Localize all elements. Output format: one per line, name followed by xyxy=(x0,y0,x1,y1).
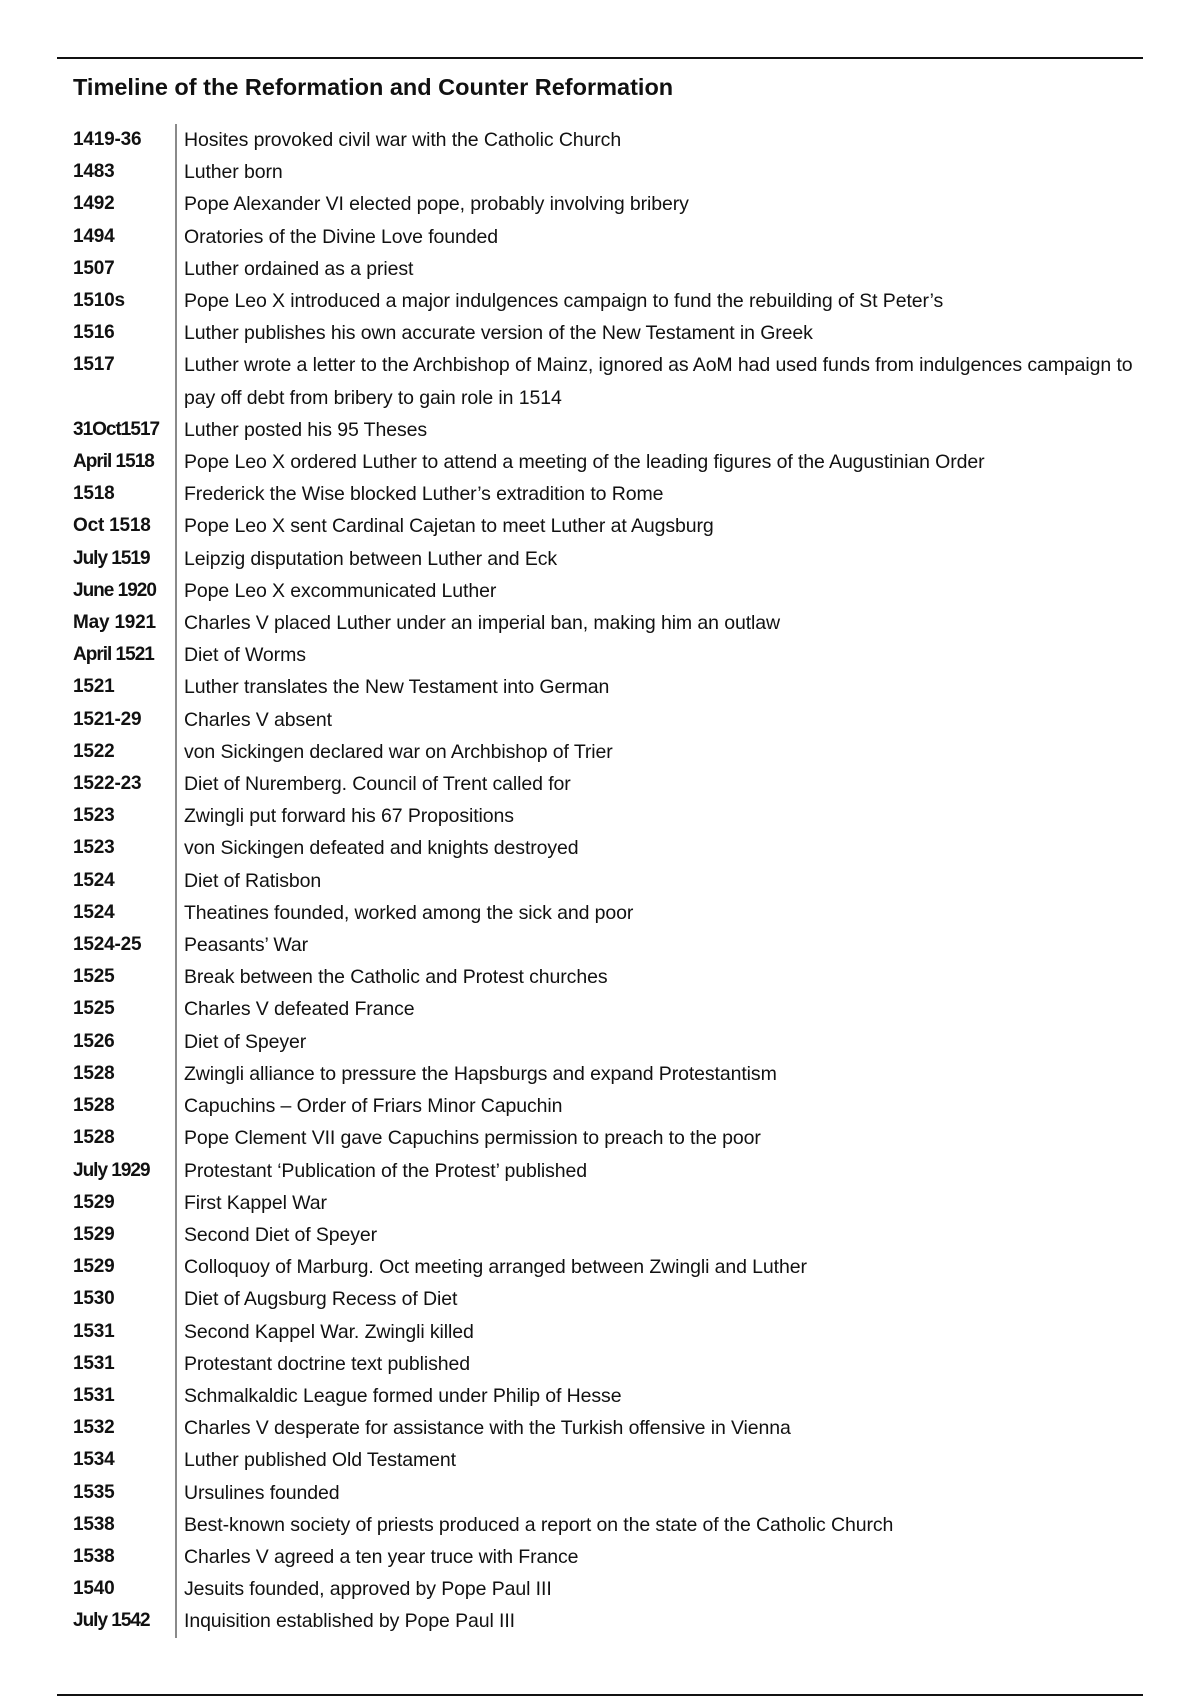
timeline-entry xyxy=(73,1348,1133,1380)
entry-event: Luther born xyxy=(175,156,1133,188)
timeline-entry xyxy=(73,317,1133,349)
entry-event: Frederick the Wise blocked Luther’s extradition to Rome xyxy=(175,478,1133,510)
entry-date: July 1519 xyxy=(73,547,150,569)
entry-date: 1529 xyxy=(73,1256,115,1278)
entry-event: Diet of Worms xyxy=(175,639,1133,671)
timeline-entry xyxy=(73,897,1133,929)
entry-event: Luther posted his 95 Theses xyxy=(175,414,1133,446)
entry-event: Best-known society of priests produced a report on the state of the Catholic Church xyxy=(175,1509,1133,1541)
timeline-entry xyxy=(73,1283,1133,1315)
entry-date: 1518 xyxy=(73,483,115,505)
entry-event: Luther wrote a letter to the Archbishop of Mainz, ignored as AoM had used funds from indulgences campaign to pay off debt from bribery to gain role in 1514 xyxy=(175,349,1133,413)
timeline-entry xyxy=(73,1316,1133,1348)
entry-event: Pope Leo X introduced a major indulgences campaign to fund the rebuilding of St Peter’s xyxy=(175,285,1133,317)
timeline-entry xyxy=(73,1251,1133,1283)
entry-date: 1521-29 xyxy=(73,708,142,730)
entry-date: Oct 1518 xyxy=(73,515,151,537)
timeline-entry xyxy=(73,671,1133,703)
timeline-entry xyxy=(73,1477,1133,1509)
timeline-entry xyxy=(73,1509,1133,1541)
entry-date: 1531 xyxy=(73,1352,115,1374)
entry-date: 1534 xyxy=(73,1449,115,1471)
timeline-entry xyxy=(73,1444,1133,1476)
entry-date: 1528 xyxy=(73,1127,115,1149)
timeline-entry xyxy=(73,704,1133,736)
entry-event: Pope Clement VII gave Capuchins permission to preach to the poor xyxy=(175,1122,1133,1154)
timeline-entry xyxy=(73,607,1133,639)
entry-event: Diet of Speyer xyxy=(175,1026,1133,1058)
entry-date: June 1920 xyxy=(73,579,156,601)
entry-date: 1525 xyxy=(73,966,115,988)
entry-date: 1494 xyxy=(73,225,115,247)
entry-date: 1531 xyxy=(73,1320,115,1342)
timeline-entry xyxy=(73,349,1133,413)
entry-event: Zwingli alliance to pressure the Hapsburgs and expand Protestantism xyxy=(175,1058,1133,1090)
top-rule xyxy=(57,57,1143,59)
entry-event: Luther translates the New Testament into German xyxy=(175,671,1133,703)
timeline-entry xyxy=(73,768,1133,800)
timeline-entry xyxy=(73,478,1133,510)
entry-event: von Sickingen defeated and knights destroyed xyxy=(175,832,1133,864)
timeline-entry xyxy=(73,736,1133,768)
entry-date: 1483 xyxy=(73,161,115,183)
entry-event: Oratories of the Divine Love founded xyxy=(175,221,1133,253)
entry-date: 1531 xyxy=(73,1384,115,1406)
timeline-entry xyxy=(73,124,1133,156)
timeline-entry xyxy=(73,414,1133,446)
entry-date: July 1542 xyxy=(73,1610,150,1632)
entry-event: Luther publishes his own accurate version of the New Testament in Greek xyxy=(175,317,1133,349)
entry-date: 1517 xyxy=(73,354,115,376)
timeline-entry xyxy=(73,285,1133,317)
entry-event: Capuchins – Order of Friars Minor Capuchin xyxy=(175,1090,1133,1122)
entry-date: April 1518 xyxy=(73,451,154,473)
entry-event: Protestant ‘Publication of the Protest’ published xyxy=(175,1155,1133,1187)
entry-date: 31Oct1517 xyxy=(73,418,160,440)
entry-event: Schmalkaldic League formed under Philip of Hesse xyxy=(175,1380,1133,1412)
entry-date: 1524 xyxy=(73,869,115,891)
entry-date: 1525 xyxy=(73,998,115,1020)
timeline-entry xyxy=(73,1122,1133,1154)
entry-event: Leipzig disputation between Luther and Eck xyxy=(175,543,1133,575)
entry-event: Luther published Old Testament xyxy=(175,1444,1133,1476)
entry-date: 1524 xyxy=(73,901,115,923)
timeline-entry xyxy=(73,543,1133,575)
entry-event: Break between the Catholic and Protest churches xyxy=(175,961,1133,993)
entry-event: Second Kappel War. Zwingli killed xyxy=(175,1316,1133,1348)
timeline-entry xyxy=(73,1573,1133,1605)
entry-date: 1510s xyxy=(73,290,125,312)
entry-event: Inquisition established by Pope Paul III xyxy=(175,1605,1133,1637)
entry-date: 1526 xyxy=(73,1030,115,1052)
entry-event: Peasants’ War xyxy=(175,929,1133,961)
timeline-entry xyxy=(73,446,1133,478)
page-title: Timeline of the Reformation and Counter Reformation xyxy=(73,74,674,100)
entry-date: 1507 xyxy=(73,257,115,279)
entry-event: Theatines founded, worked among the sick and poor xyxy=(175,897,1133,929)
entry-event: Charles V defeated France xyxy=(175,993,1133,1025)
entry-date: 1538 xyxy=(73,1513,115,1535)
timeline-entry xyxy=(73,1380,1133,1412)
entry-event: Protestant doctrine text published xyxy=(175,1348,1133,1380)
entry-date: 1530 xyxy=(73,1288,115,1310)
timeline-entry xyxy=(73,639,1133,671)
timeline-entry xyxy=(73,865,1133,897)
entry-date: 1522-23 xyxy=(73,773,142,795)
timeline-entry xyxy=(73,1026,1133,1058)
entry-date: 1535 xyxy=(73,1481,115,1503)
entry-event: Charles V agreed a ten year truce with France xyxy=(175,1541,1133,1573)
entry-event: Diet of Nuremberg. Council of Trent called for xyxy=(175,768,1133,800)
bottom-rule xyxy=(57,1694,1143,1696)
entry-date: 1523 xyxy=(73,837,115,859)
timeline-entry xyxy=(73,1605,1133,1637)
entry-event: Jesuits founded, approved by Pope Paul III xyxy=(175,1573,1133,1605)
entry-event: Charles V desperate for assistance with the Turkish offensive in Vienna xyxy=(175,1412,1133,1444)
entry-event: Pope Alexander VI elected pope, probably involving bribery xyxy=(175,188,1133,220)
timeline-table xyxy=(73,124,1133,1638)
entry-date: 1523 xyxy=(73,805,115,827)
entry-date: 1528 xyxy=(73,1062,115,1084)
entry-event: Diet of Augsburg Recess of Diet xyxy=(175,1283,1133,1315)
timeline-entry xyxy=(73,993,1133,1025)
entry-event: First Kappel War xyxy=(175,1187,1133,1219)
timeline-entry xyxy=(73,253,1133,285)
entry-date: 1492 xyxy=(73,193,115,215)
entry-date: 1532 xyxy=(73,1417,115,1439)
entry-date: 1419-36 xyxy=(73,129,142,150)
entry-date: 1516 xyxy=(73,322,115,344)
timeline-entry xyxy=(73,156,1133,188)
entry-event: Charles V placed Luther under an imperial ban, making him an outlaw xyxy=(175,607,1133,639)
timeline-entry xyxy=(73,510,1133,542)
timeline-entry xyxy=(73,1058,1133,1090)
entry-event: Luther ordained as a priest xyxy=(175,253,1133,285)
timeline-entry xyxy=(73,1219,1133,1251)
entry-date: 1522 xyxy=(73,740,115,762)
timeline-entry xyxy=(73,800,1133,832)
entry-event: Charles V absent xyxy=(175,704,1133,736)
entry-event: Diet of Ratisbon xyxy=(175,865,1133,897)
entry-event: Pope Leo X sent Cardinal Cajetan to meet Luther at Augsburg xyxy=(175,510,1133,542)
timeline-entry xyxy=(73,961,1133,993)
entry-event: Colloquoy of Marburg. Oct meeting arranged between Zwingli and Luther xyxy=(175,1251,1133,1283)
entry-event: Pope Leo X ordered Luther to attend a meeting of the leading figures of the Augustinian Order xyxy=(175,446,1133,478)
timeline-entry xyxy=(73,1187,1133,1219)
entry-date: 1529 xyxy=(73,1191,115,1213)
entry-event: Ursulines founded xyxy=(175,1477,1133,1509)
timeline-entry xyxy=(73,1090,1133,1122)
entry-event: Zwingli put forward his 67 Propositions xyxy=(175,800,1133,832)
entry-date: 1521 xyxy=(73,676,115,698)
entry-event: Hosites provoked civil war with the Catholic Church xyxy=(175,124,1133,156)
timeline-entry xyxy=(73,1155,1133,1187)
entry-date: 1528 xyxy=(73,1095,115,1117)
timeline-entry xyxy=(73,575,1133,607)
timeline-entry xyxy=(73,929,1133,961)
entry-date: May 1921 xyxy=(73,612,156,634)
entry-date: 1524-25 xyxy=(73,934,142,956)
timeline-entry xyxy=(73,188,1133,220)
timeline-entry xyxy=(73,221,1133,253)
timeline-entry xyxy=(73,1412,1133,1444)
entry-event: Second Diet of Speyer xyxy=(175,1219,1133,1251)
timeline-entry xyxy=(73,832,1133,864)
timeline-entry xyxy=(73,1541,1133,1573)
entry-event: Pope Leo X excommunicated Luther xyxy=(175,575,1133,607)
entry-date: 1529 xyxy=(73,1223,115,1245)
entry-event: von Sickingen declared war on Archbishop of Trier xyxy=(175,736,1133,768)
entry-date: 1538 xyxy=(73,1545,115,1567)
entry-date: April 1521 xyxy=(73,644,154,666)
entry-date: July 1929 xyxy=(73,1159,150,1181)
entry-date: 1540 xyxy=(73,1578,115,1600)
